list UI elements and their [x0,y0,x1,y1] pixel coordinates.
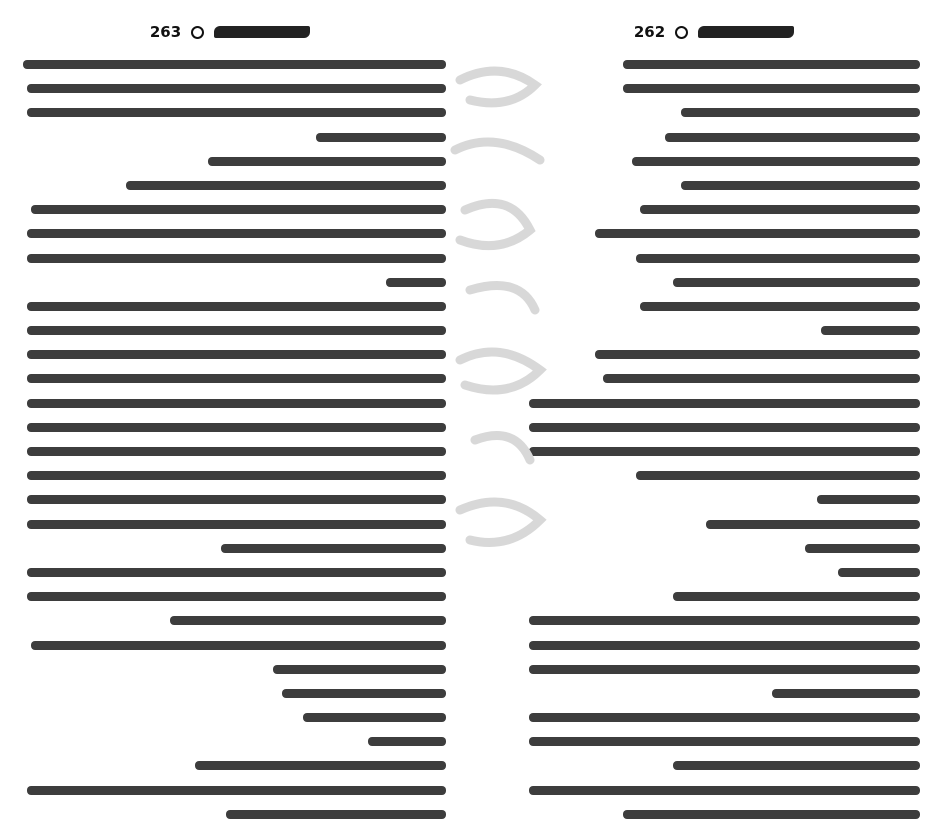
text-line [508,463,920,487]
text-line [508,125,920,149]
text-line [14,125,446,149]
line-text [170,616,446,625]
text-line [14,633,446,657]
line-text [529,447,920,456]
text-line [508,415,920,439]
text-line [14,753,446,777]
text-line [14,76,446,100]
line-text [665,133,920,142]
line-text [273,665,446,674]
line-text [27,229,446,238]
line-text [282,689,446,698]
line-text [636,471,920,480]
line-text [529,641,920,650]
line-text [208,157,446,166]
running-title [698,26,794,38]
left-page [0,0,468,763]
line-text [27,84,446,93]
text-line [508,342,920,366]
line-text [27,447,446,456]
text-line [14,246,446,270]
line-text [23,60,446,69]
line-text [821,326,920,335]
text-line [14,729,446,753]
line-text [303,713,446,722]
line-text [681,181,920,190]
line-text [632,157,920,166]
circle-mark-icon [675,26,688,39]
text-line [14,415,446,439]
line-text [529,665,920,674]
line-text [27,350,446,359]
line-text [27,471,446,480]
line-text [595,229,920,238]
line-text [673,592,920,601]
text-line [508,705,920,729]
line-text [838,568,920,577]
circle-mark-icon [191,26,204,39]
text-line [508,536,920,560]
line-text [595,350,920,359]
text-line [508,487,920,511]
text-line [508,681,920,705]
text-line [14,439,446,463]
text-line [14,657,446,681]
text-line [14,342,446,366]
text-line [508,149,920,173]
text-line [14,705,446,729]
text-line [508,439,920,463]
line-text [805,544,920,553]
line-text [31,205,446,214]
line-text [529,399,920,408]
line-text [529,423,920,432]
running-header-right [508,18,920,46]
text-line [508,584,920,608]
text-line [14,391,446,415]
text-line [14,608,446,632]
line-text [27,520,446,529]
line-text [221,544,446,553]
text-line [508,52,920,76]
line-text [27,374,446,383]
text-line [14,512,446,536]
text-line [14,221,446,245]
line-text [817,495,920,504]
line-text [31,641,446,650]
line-text [640,302,920,311]
text-line [14,778,446,802]
line-text [681,108,920,117]
page-number: 262 [633,23,666,41]
line-text [386,278,446,287]
text-line [508,100,920,124]
text-line [508,270,920,294]
text-line [14,100,446,124]
line-text [27,592,446,601]
running-header-left [14,18,446,46]
text-line [14,366,446,390]
text-line [14,197,446,221]
line-text [368,737,446,746]
text-line [508,173,920,197]
line-text [706,520,920,529]
text-line [14,584,446,608]
text-block-left [14,52,446,826]
line-text [27,326,446,335]
text-line [508,512,920,536]
line-text [27,108,446,117]
text-line [508,366,920,390]
line-text [27,568,446,577]
text-line [14,487,446,511]
text-line [14,536,446,560]
line-text [529,616,920,625]
line-text [529,786,920,795]
text-line [508,246,920,270]
text-line [508,318,920,342]
text-line [508,778,920,802]
text-line [14,681,446,705]
line-text [623,84,920,93]
text-line [14,294,446,318]
text-line [14,560,446,584]
line-text [603,374,920,383]
text-line [508,76,920,100]
line-text [27,302,446,311]
text-line [14,318,446,342]
line-text [27,399,446,408]
running-title [214,26,310,38]
line-text [27,423,446,432]
text-line [508,729,920,753]
text-line [14,149,446,173]
text-line [14,270,446,294]
text-line [508,608,920,632]
line-text [316,133,446,142]
text-line [14,463,446,487]
text-line [508,197,920,221]
line-text [27,254,446,263]
text-line [508,802,920,826]
text-block-right [508,52,920,826]
line-text [529,713,920,722]
text-line [14,802,446,826]
line-text [529,737,920,746]
text-line [508,294,920,318]
line-text [772,689,920,698]
line-text [623,810,920,819]
line-text [623,60,920,69]
line-text [640,205,920,214]
line-text [226,810,446,819]
text-line [508,657,920,681]
text-line [508,633,920,657]
line-text [636,254,920,263]
text-line [508,753,920,777]
text-line [14,173,446,197]
text-line [508,391,920,415]
line-text [27,495,446,504]
page-number: 263 [149,23,182,41]
right-page [468,0,936,763]
text-line [508,560,920,584]
line-text [673,278,920,287]
line-text [126,181,446,190]
text-line [14,52,446,76]
line-text [27,786,446,795]
text-line [508,221,920,245]
